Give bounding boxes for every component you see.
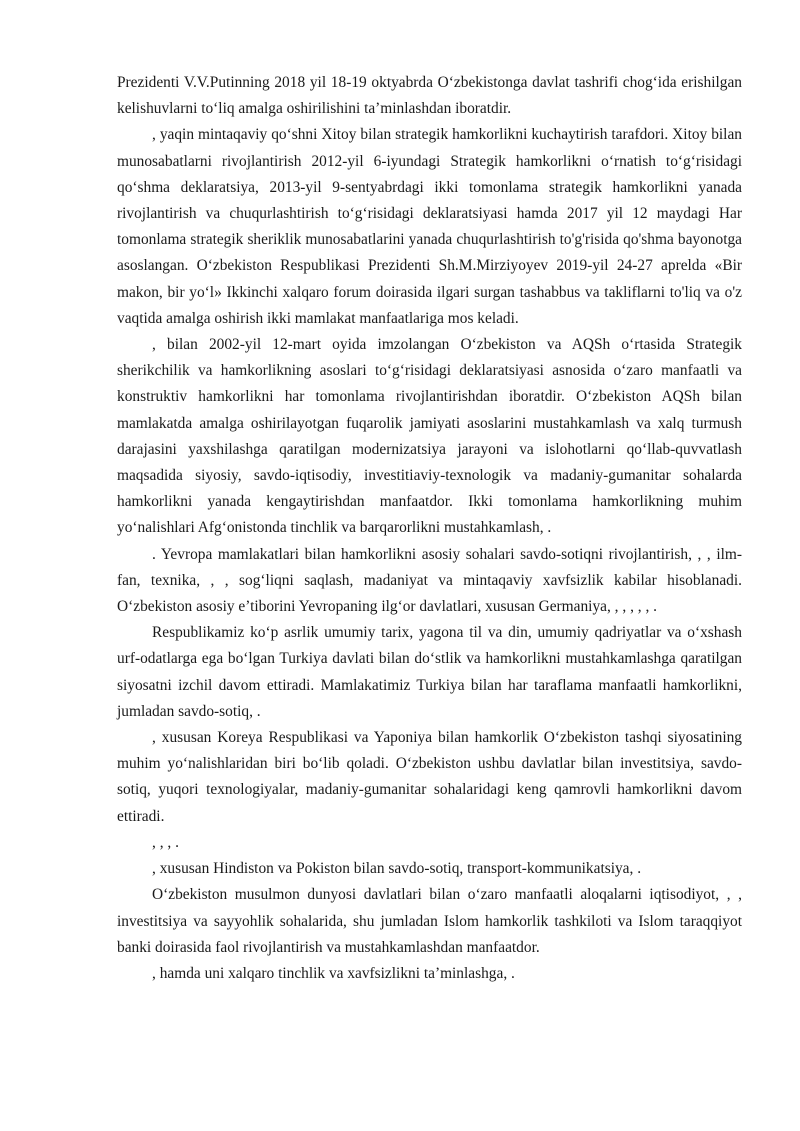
paragraph-3: , bilan 2002-yil 12-mart oyida imzolangan O‘zbekiston va AQSh o‘rtasida Strategik sherikchilik va hamkorlikning asoslari to‘g‘risidagi deklaratsiyasi asnosida o‘zaro manfaatli va konstruktiv hamkorlikni har tomonlama rivojlantirishdan iboratdir. O‘zbekiston AQSh bilan mamlakatda amalga oshirilayotgan fuqarolik jamiyati asoslarini mustahkamlash va xalq turmush darajasini yaxshilashga qaratilgan modernizatsiya jarayoni va islohotlarni qo‘llab-quvvatlash maqsadida siyosiy, savdo-iqtisodiy, investitiaviy-texnologik va madaniy-gumanitar sohalarda hamkorlikni yanada kengaytirishdan manfaatdor. Ikki tomonlama hamkorlikning muhim yo‘nalishlari Afg‘onistonda tinchlik va barqarorlikni mustahkamlash, . xyxy=(117,336,742,537)
paragraph-5: Respublikamiz ko‘p asrlik umumiy tarix, yagona til va din, umumiy qadriyatlar va o‘xshash urf-odatlarga ega bo‘lgan Turkiya davlati bilan do‘stlik va hamkorlikni mustahkamlashga qaratilgan siyosatni izchil davom ettiradi. Mamlakatimiz Turkiya bilan har taraflama manfaatli hamkorlikni, jumladan savdo-sotiq, . xyxy=(117,624,742,720)
paragraph-4: . Yevropa mamlakatlari bilan hamkorlikni asosiy sohalari savdo-sotiqni rivojlantirish, , , ilm-fan, texnika, , , sog‘liqni saqlash, madaniyat va mintaqaviy xavfsizlik kabilar hisoblanadi. O‘zbekiston asosiy e’tiborini Yevropaning ilg‘or davlatlari, xususan Germaniya, , , , , , . xyxy=(117,545,742,616)
paragraph-6: , xususan Koreya Respublikasi va Yaponiya bilan hamkorlik O‘zbekiston tashqi siyosatining muhim yo‘nalishlaridan biri bo‘lib qoladi. O‘zbekiston ushbu davlatlar bilan investitsiya, savdo-sotiq, yuqori texnologiyalar, madaniy-gumanitar sohalaridagi keng qamrovli hamkorlikni davom ettiradi. xyxy=(117,729,742,825)
paragraph-2: , yaqin mintaqaviy qo‘shni Xitoy bilan strategik hamkorlikni kuchaytirish tarafdori. Xitoy bilan munosabatlarni rivojlantirish 2012-yil 6-iyundagi Strategik hamkorlikni o‘rnatish to‘g‘risidagi qo‘shma deklaratsiya, 2013-yil 9-sentyabrdagi ikki tomonlama strategik hamkorlikni yanada rivojlantirish va chuqurlashtirish to‘g‘risidagi deklaratsiyasi hamda 2017 yil 12 maydagi Har tomonlama strategik sheriklik munosabatlarini yanada chuqurlashtirish to'g'risida qo'shma bayonotga asoslangan. O‘zbekiston Respublikasi Prezidenti Sh.M.Mirziyoyev 2019-yil 24-27 aprelda «Bir makon, bir yo‘l» Ikkinchi xalqaro forum doirasida ilgari surgan tashabbus va takliflarni to'liq va o'z vaqtida amalga oshirish ikki mamlakat manfaatlariga mos keladi. xyxy=(117,126,742,327)
document-body xyxy=(117,70,742,987)
paragraph-7: , , , . xyxy=(152,833,179,851)
paragraph-9: O‘zbekiston musulmon dunyosi davlatlari bilan o‘zaro manfaatli aloqalarni iqtisodiyot, , , investitsiya va sayyohlik sohalarida, shu jumladan Islom hamkorlik tashkiloti va Islom taraqqiyot banki doirasida faol rivojlantirish va mustahkamlashdan manfaatdor. xyxy=(117,886,742,956)
paragraph-10: , hamda uni xalqaro tinchlik va xavfsizlikni ta’minlashga, . xyxy=(152,964,515,982)
paragraph-1: Prezidenti V.V.Putinning 2018 yil 18-19 oktyabrda O‘zbekistonga davlat tashrifi chog‘ida erishilgan kelishuvlarni to‘liq amalga oshirilishini ta’minlashdan iboratdir. xyxy=(117,74,742,118)
paragraph-8: , xususan Hindiston va Pokiston bilan savdo-sotiq, transport-kommunikatsiya, . xyxy=(152,860,642,878)
